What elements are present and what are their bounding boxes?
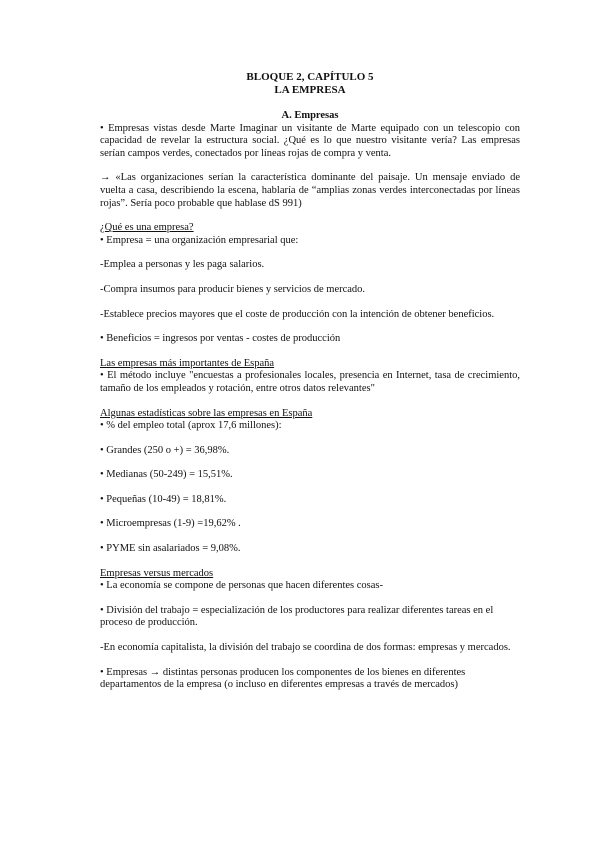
importantes-heading: Las empresas más importantes de España — [100, 357, 275, 369]
intro-paragraph: • Empresas vistas desde Marte Imaginar un visitante de Marte equipado con un telescopio con capacidad de revelar la estructura social. ¿Qué es lo que nuestro visitante vería? Las empresas serían campos verdes, conectados por líneas rojas de compra y venta. — [100, 122, 520, 159]
que-es-heading: ¿Qué es una empresa? — [100, 222, 194, 234]
definition-item-1: -Emplea a personas y les paga salarios. — [100, 259, 265, 271]
document-page — [100, 71, 520, 692]
versus-item-3: -En economía capitalista, la división del trabajo se coordina de dos formas: empresas y mercados. — [100, 642, 511, 654]
stat-medianas: • Medianas (50-249) = 15,51%. — [100, 469, 233, 481]
chapter-subtitle: LA EMPRESA — [274, 84, 346, 96]
definition-item-3: -Establece precios mayores que el coste de producción con la intención de obtener beneficios. — [100, 308, 495, 320]
stat-pyme: • PYME sin asalariados = 9,08%. — [100, 543, 241, 555]
quote-paragraph: → «Las organizaciones serían la característica dominante del paisaje. Un mensaje enviado de vuelta a casa, describiendo la escena, hablaría de “amplias zonas verdes interconectadas por líneas rojas”. Sería poco probable que hablase dS 991) — [100, 172, 520, 209]
chapter-title: BLOQUE 2, CAPÍTULO 5 — [246, 71, 374, 83]
definition-item-2: -Compra insumos para producir bienes y servicios de mercado. — [100, 283, 366, 295]
versus-item-4: • Empresas → distintas personas producen los componentes de los bienes en diferentes departamentos de la empresa (o incluso en diferentes empresas a través de mercados) — [100, 666, 466, 691]
beneficios-line: • Beneficios = ingresos por ventas - costes de producción — [100, 333, 341, 345]
importantes-text: • El método incluye "encuestas a profesionales locales, presencia en Internet, tasa de crecimiento, tamaño de los empleados y rotación, entre otros datos relevantes" — [100, 370, 520, 394]
stat-grandes: • Grandes (250 o +) = 36,98%. — [100, 444, 230, 456]
definition-line: • Empresa = una organización empresarial que: — [100, 234, 299, 246]
versus-heading: Empresas versus mercados — [100, 567, 214, 579]
versus-item-2: • División del trabajo = especialización de los productores para realizar diferentes tareas en el proceso de producción. — [100, 604, 494, 629]
stat-total: • % del empleo total (aprox 17,6 millones): — [100, 420, 282, 432]
estadisticas-heading: Algunas estadísticas sobre las empresas en España — [100, 407, 313, 419]
section-a-title: A. Empresas — [281, 110, 339, 121]
stat-micro: • Microempresas (1-9) =19,62% . — [100, 518, 241, 530]
versus-item-1: • La economía se compone de personas que hacen diferentes cosas- — [100, 580, 383, 592]
stat-pequenas: • Pequeñas (10-49) = 18,81%. — [100, 493, 227, 505]
